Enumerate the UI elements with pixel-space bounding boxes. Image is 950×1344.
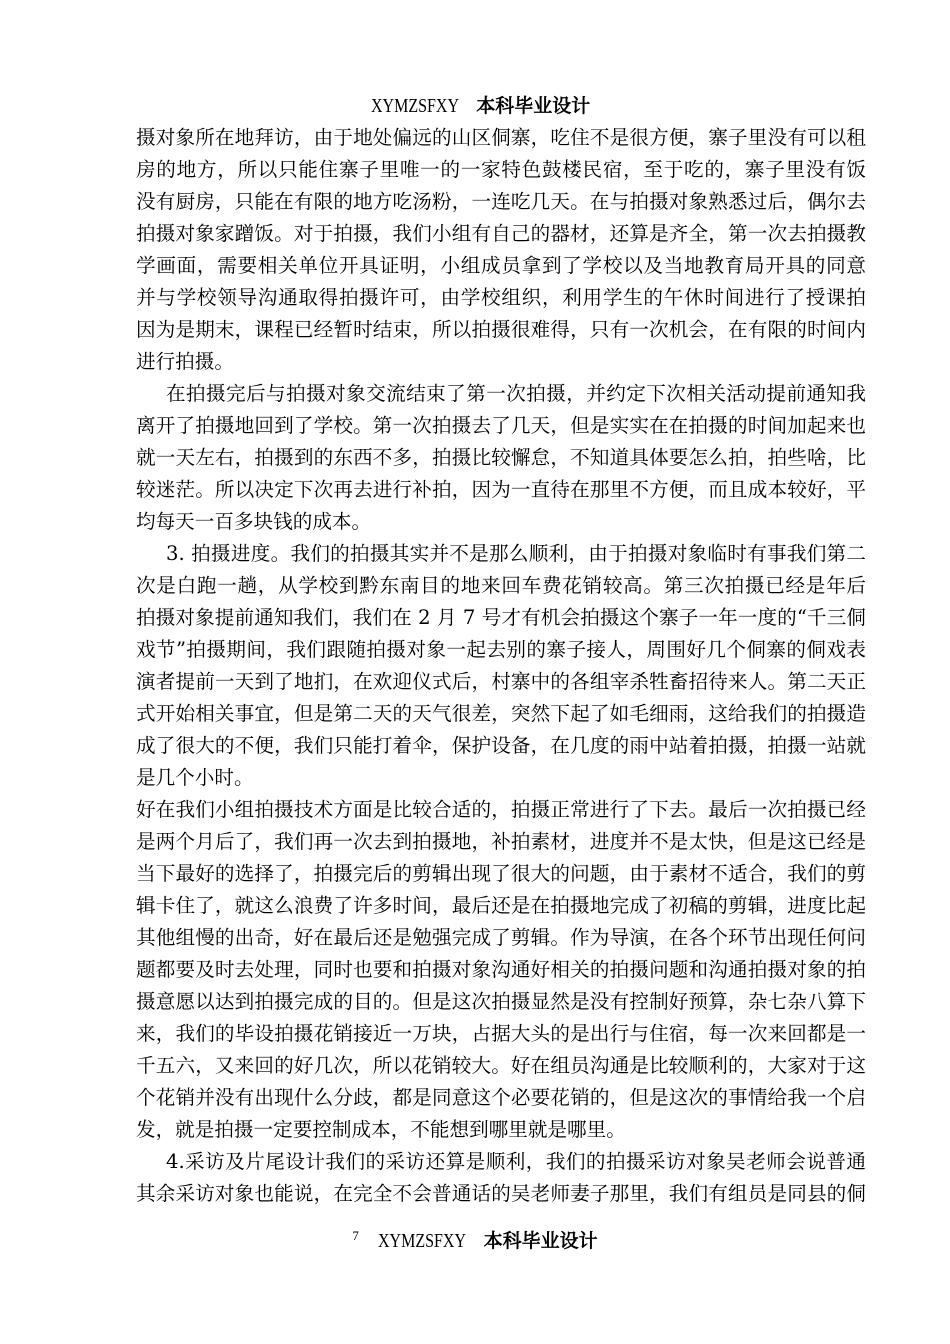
paragraph: [136, 538, 866, 794]
text-line: 因为是期末，课程已经暂时结束，所以拍摄很难得，只有一次机会，在有限的时间内: [136, 318, 866, 341]
text-line: 在拍摄完后与拍摄对象交流结束了第一次拍摄，并约定下次相关活动提前通知我: [166, 382, 866, 405]
text-line: 千五六，又来回的好几次，所以花销较大。好在组员沟通是比较顺利的，大家对于这: [136, 1054, 866, 1077]
text-line: 其他组慢的出奇，好在最后还是勉强完成了剪辑。作为导演，在各个环节出现任何问: [136, 926, 866, 949]
text-line: 辑卡住了，就这么浪费了许多时间，最后还是在拍摄地完成了初稿的剪辑，进度比起: [136, 894, 866, 917]
text-line: 房的地方，所以只能住寨子里唯一的一家特色鼓楼民宿，至于吃的，寨子里没有饭: [136, 158, 866, 181]
page-footer: [0, 1228, 950, 1253]
text-line: 均每天一百多块钱的成本。: [136, 510, 372, 533]
text-line: 并与学校领导沟通取得拍摄许可，由学校组织，利用学生的午休时间进行了授课拍: [136, 286, 866, 309]
text-line: 来，我们的毕设拍摄花销接近一万块，占据大头的是出行与住宿，每一次来回都是一: [136, 1022, 866, 1045]
text-line: 戏节”拍摄期间，我们跟随拍摄对象一起去别的寨子接人，周围好几个侗寨的侗戏表: [136, 638, 866, 661]
text-line: 是两个月后了，我们再一次去到拍摄地，补拍素材，进度并不是太快，但是这已经是: [136, 830, 866, 853]
text-line: 就一天左右，拍摄到的东西不多，拍摄比较懈怠，不知道具体要怎么拍，拍些啥，比: [136, 446, 866, 469]
text-line: 发，就是拍摄一定要控制成本，不能想到哪里就是哪里。: [136, 1118, 626, 1141]
text-line: 没有厨房，只能在有限的地方吃汤粉，一连吃几天。在与拍摄对象熟悉过后，偶尔去: [136, 190, 866, 213]
text-line: 摄意愿以达到拍摄完成的目的。但是这次拍摄显然是没有控制好预算，杂七杂八算下: [136, 990, 866, 1013]
paragraph: [136, 794, 866, 1146]
text-line: 拍摄对象提前通知我们，我们在 2 月 7 号才有机会拍摄这个寨子一年一度的“千三侗: [136, 606, 866, 629]
paragraph: [136, 122, 866, 378]
text-line: 其余采访对象也能说，在完全不会普通话的吴老师妻子那里，我们有组员是同县的侗: [136, 1182, 866, 1205]
text-line: 成了很大的不便，我们只能打着伞，保护设备，在几度的雨中站着拍摄，拍摄一站就: [136, 734, 866, 757]
text-line: 拍摄对象家蹭饭。对于拍摄，我们小组有自己的器材，还算是齐全，第一次去拍摄教: [136, 222, 866, 245]
paragraph: [136, 1146, 866, 1210]
text-line: 题都要及时去处理，同时也要和拍摄对象沟通好相关的拍摄问题和沟通拍摄对象的拍: [136, 958, 866, 981]
text-line: 摄对象所在地拜访，由于地处偏远的山区侗寨，吃住不是很方便，寨子里没有可以租: [136, 126, 866, 149]
text-line: 进行拍摄。: [136, 350, 234, 373]
text-line: 次是白跑一趟，从学校到黔东南目的地来回车费花销较高。第三次拍摄已经是年后: [136, 574, 866, 597]
text-line: 个花销并没有出现什么分歧，都是同意这个必要花销的，但是这次的事情给我一个启: [136, 1086, 866, 1109]
text-line: 当下最好的选择了，拍摄完后的剪辑出现了很大的问题，由于素材不适合，我们的剪: [136, 862, 866, 885]
footer-title: 本科毕业设计: [483, 1230, 598, 1252]
header-code: XYMZSFXY: [370, 95, 459, 117]
text-line: 3. 拍摄进度。我们的拍摄其实并不是那么顺利，由于拍摄对象临时有事我们第二: [166, 542, 866, 565]
text-line: 4.采访及片尾设计我们的采访还算是顺利，我们的拍摄采访对象吴老师会说普通: [166, 1150, 866, 1173]
text-line: 演者提前一天到了地扪，在欢迎仪式后，村寨中的各组宰杀牲畜招待来人。第二天正: [136, 670, 866, 693]
text-line: 离开了拍摄地回到了学校。第一次拍摄去了几天，但是实实在在拍摄的时间加起来也: [136, 414, 866, 437]
footer-code: XYMZSFXY: [378, 1230, 467, 1252]
text-line: 式开始相关事宜，但是第二天的天气很差，突然下起了如毛细雨，这给我们的拍摄造: [136, 702, 866, 725]
text-line: 较迷茫。所以决定下次再去进行补拍，因为一直待在那里不方便，而且成本较好，平: [136, 478, 866, 501]
page-number: 7: [352, 1228, 359, 1243]
page-header: [0, 93, 950, 118]
text-line: 学画面，需要相关单位开具证明，小组成员拿到了学校以及当地教育局开具的同意: [136, 254, 866, 277]
paragraph: [136, 378, 866, 538]
header-title: 本科毕业设计: [476, 95, 591, 117]
text-line: 是几个小时。: [136, 766, 254, 789]
text-line: 好在我们小组拍摄技术方面是比较合适的，拍摄正常进行了下去。最后一次拍摄已经: [136, 798, 866, 821]
body-text: [136, 122, 866, 1210]
